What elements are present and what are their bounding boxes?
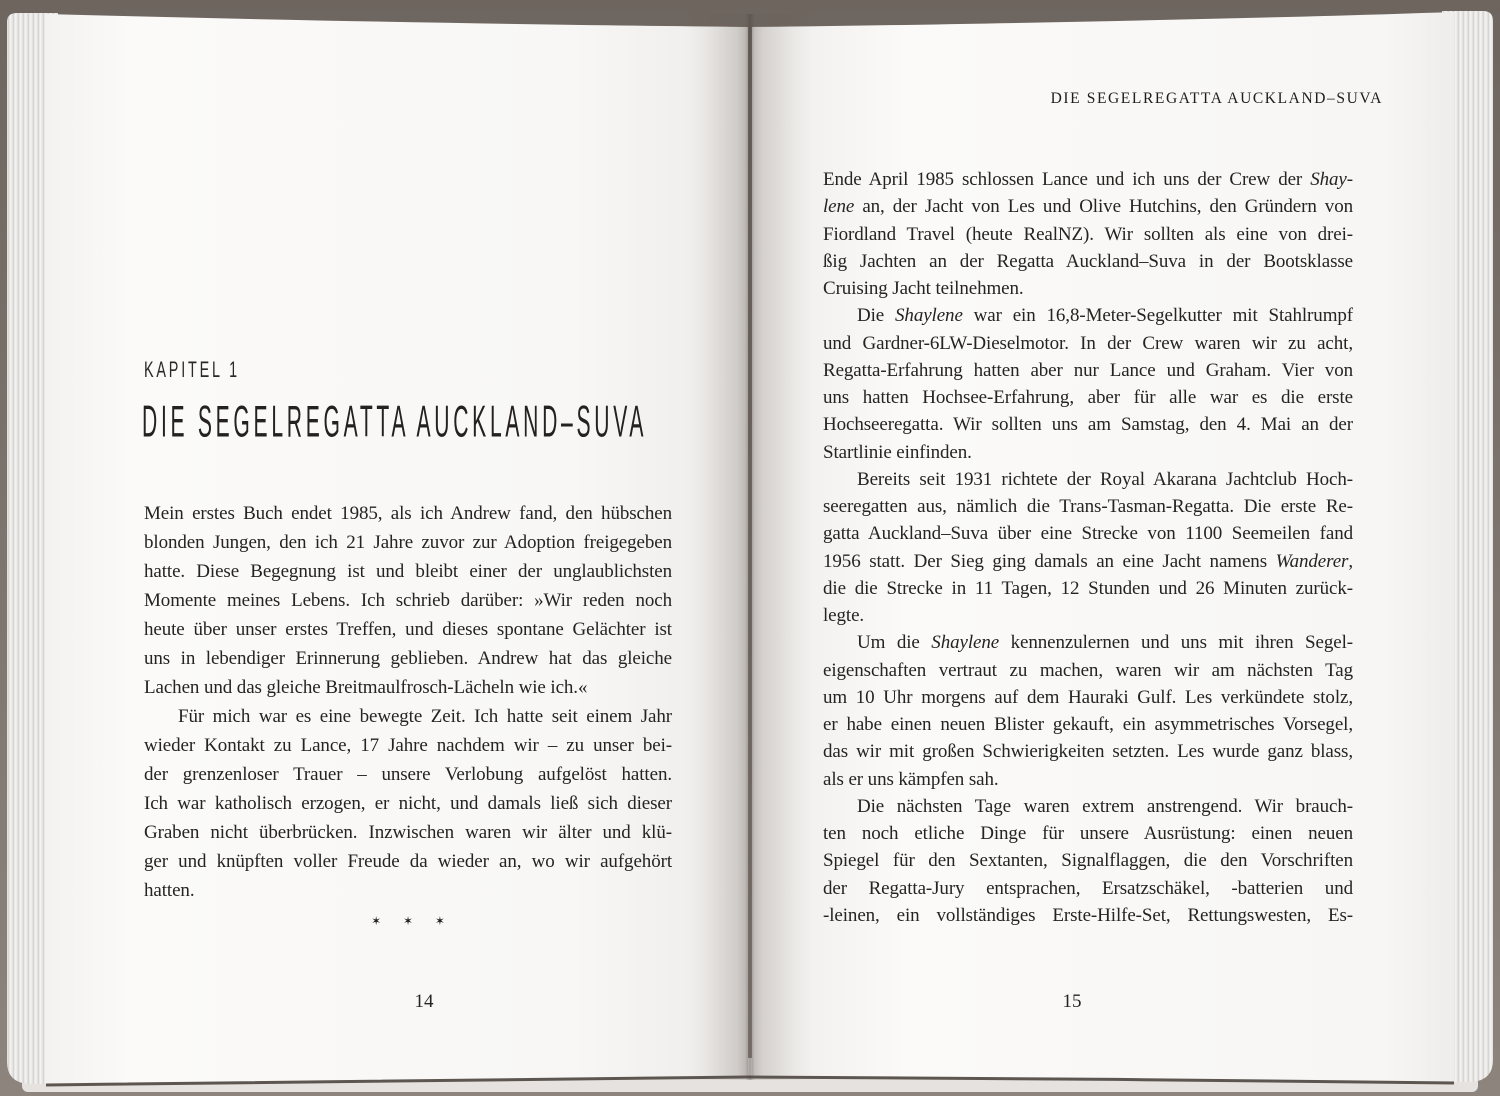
text-line: Fiordland Travel (heute RealNZ). Wir sollten als eine von drei- — [823, 223, 1353, 245]
text-line: legte. — [823, 605, 865, 626]
text-line: Hochseeregatta. Wir sollten uns am Samstag, den 4. Mai an der — [823, 414, 1353, 436]
section-separator-stars: ✶ ✶ ✶ — [371, 914, 454, 928]
text-line: der Regatta-Jury entsprachen, Ersatzschäkel, -batterien und — [823, 877, 1353, 899]
right-page-number: 15 — [1062, 991, 1082, 1012]
text-line: ten noch etliche Dinge für unsere Ausrüstung: einen neuen — [823, 823, 1353, 844]
text-line: eigenschaften vertraut zu machen, waren wir am nächsten Tag — [823, 659, 1353, 681]
text-line: Lachen und das gleiche Breitmaulfrosch-Lächeln wie ich.« — [144, 677, 588, 698]
text-line: wieder Kontakt zu Lance, 17 Jahre nachdem wir – zu unser bei- — [144, 735, 672, 756]
text-line: blonden Jungen, den ich 21 Jahre zuvor zur Adoption freigegeben — [144, 532, 672, 553]
running-header: DIE SEGELREGATTA AUCKLAND–SUVA — [1050, 90, 1383, 107]
text-line: als er uns kämpfen sah. — [823, 768, 999, 790]
text-line: Startlinie einfinden. — [823, 441, 972, 463]
text-line: Momente meines Lebens. Ich schrieb darüber: »Wir reden noch — [144, 590, 672, 611]
text-line: 1956 statt. Der Sieg ging damals an eine Jacht namens Wanderer, — [823, 550, 1353, 572]
right-page — [823, 0, 1383, 1096]
left-page — [144, 0, 672, 1096]
text-line: hatten. — [144, 880, 195, 901]
right-page-body — [823, 166, 1353, 929]
text-line: uns in lebendiger Erinnerung geblieben. Andrew hat das gleiche — [144, 648, 672, 669]
text-line: -leinen, ein vollständiges Erste-Hilfe-Set, Rettungswesten, Es- — [823, 904, 1353, 926]
text-line: Spiegel für den Sextanten, Signalflaggen, die den Vorschriften — [823, 850, 1353, 872]
text-line: gatta Auckland–Suva über eine Strecke von 1100 Seemeilen fand — [823, 523, 1353, 545]
text-line: heute über unser erstes Treffen, und dieses spontane Gelächter ist — [144, 619, 672, 640]
text-line: Für mich war es eine bewegte Zeit. Ich hatte seit einem Jahr — [178, 706, 672, 727]
text-line: seeregatten aus, nämlich die Trans-Tasman-Regatta. Die erste Re- — [823, 496, 1353, 517]
text-line: um 10 Uhr morgens auf dem Hauraki Gulf. Les verkündete stolz, — [823, 686, 1353, 708]
left-page-body — [144, 499, 672, 905]
gutter-shadow — [688, 14, 812, 1080]
text-line: Die Shaylene war ein 16,8-Meter-Segelkutter mit Stahlrumpf — [857, 305, 1353, 327]
text-line: ßig Jachten an der Regatta Auckland–Suva in der Bootsklasse — [823, 250, 1353, 272]
chapter-kicker: KAPITEL 1 — [144, 356, 240, 382]
text-line: Bereits seit 1931 richtete der Royal Akarana Jachtclub Hoch- — [857, 468, 1353, 490]
text-line: uns hatten Hochsee-Erfahrung, aber für alle war es die erste — [823, 387, 1353, 408]
text-line: die die Strecke in 11 Tagen, 12 Stunden und 26 Minuten zurück- — [823, 577, 1353, 599]
text-line: Regatta-Erfahrung hatten aber nur Lance und Graham. Vier von — [823, 359, 1353, 381]
chapter-title: DIE SEGELREGATTA AUCKLAND–SUVA — [142, 397, 648, 447]
text-line: Um die Shaylene kennenzulernen und uns mit ihren Segel- — [857, 632, 1353, 654]
text-line: und Gardner-6LW-Dieselmotor. In der Crew waren wir zu acht, — [823, 332, 1353, 354]
text-line: Graben nicht überbrücken. Inzwischen waren wir älter und klü- — [144, 822, 672, 843]
text-line: das wir mit großen Schwierigkeiten setzten. Les wurde ganz blass, — [823, 741, 1353, 763]
text-line: Cruising Jacht teilnehmen. — [823, 278, 1024, 299]
text-line: der grenzenloser Trauer – unsere Verlobung aufgelöst hatten. — [144, 764, 672, 785]
text-line: ger und knüpften voller Freude da wieder an, wo wir aufgehört — [144, 851, 672, 872]
text-line: Ich war katholisch erzogen, er nicht, und damals ließ sich dieser — [144, 793, 672, 814]
text-line: Die nächsten Tage waren extrem anstrengend. Wir brauch- — [857, 795, 1353, 817]
text-line: er habe einen neuen Blister gekauft, ein asymmetrisches Vorsegel, — [823, 714, 1353, 735]
text-line: Ende April 1985 schlossen Lance und ich uns der Crew der Shay- — [823, 169, 1353, 190]
text-line: Mein erstes Buch endet 1985, als ich Andrew fand, den hübschen — [144, 503, 672, 524]
text-line: lene an, der Jacht von Les und Olive Hutchins, den Gründern von — [823, 196, 1353, 218]
text-line: hatte. Diese Begegnung ist und bleibt einer der unglaublichsten — [144, 561, 672, 582]
left-page-number: 14 — [414, 991, 434, 1012]
